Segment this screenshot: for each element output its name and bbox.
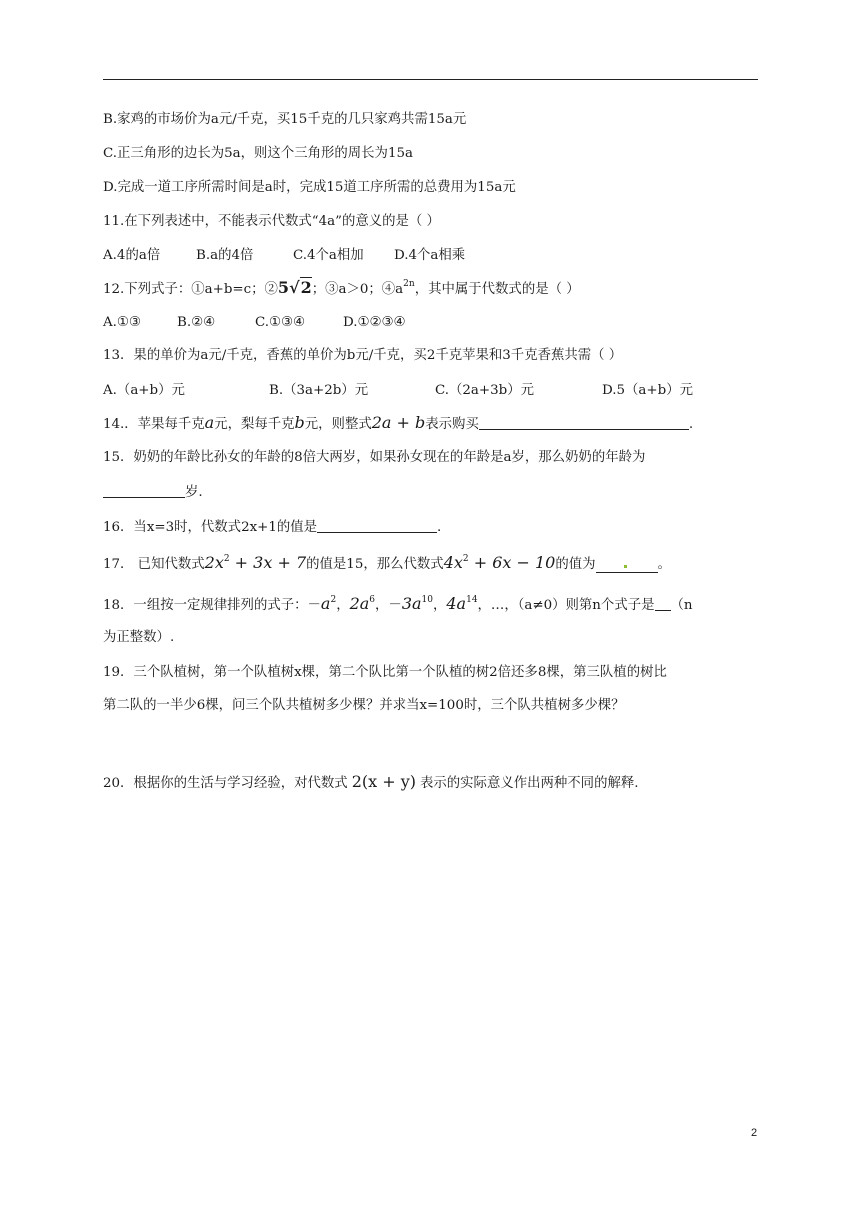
q11-option-c: C.4个a相加 [293,248,364,263]
q18-text-3: （n [670,598,693,613]
q12-option-d: D.①②③④ [343,315,406,330]
q14-text-4: 表示购买 [425,417,479,432]
q16-answer-blank[interactable] [317,518,437,533]
question-11: 11.在下列表述中，不能表示代数式“4a”的意义的是（ ） [103,214,440,229]
option-b-line: B.家鸡的市场价为a元/千克，买15千克的几只家鸡共需15a元 [103,112,467,127]
q18-text-1: 18．一组按一定规律排列的式子：－ [103,598,321,613]
q18-term-2-exponent: 6 [369,595,376,605]
q15-answer-blank[interactable] [103,483,185,498]
q14-text-1: 14.．苹果每千克 [103,417,205,432]
question-14 [103,414,693,434]
page-number: 2 [751,1127,758,1139]
q17-answer-blank[interactable] [596,558,658,573]
question-15-line-1: 15．奶奶的年龄比孙女的年龄的8倍大两岁，如果孙女现在的年龄是a岁，那么奶奶的年龄为 [103,450,646,465]
option-c-line: C.正三角形的边长为5a，则这个三角形的周长为15a [103,146,413,161]
q13-option-b: B.（3a+2b）元 [269,383,369,398]
q17-end: 。 [657,557,671,572]
q12-option-a: A.①③ [103,315,141,330]
blank-marker-dot [624,565,627,568]
q18-term-4: 4a [446,594,467,613]
q17-text-2: 的值是15，那么代数式 [306,557,444,572]
q18-term-3-exponent: 10 [421,595,433,605]
question-13-options [103,382,693,400]
sqrt-radicand: 2 [300,278,312,297]
q13-option-c: C.（2a+3b）元 [435,383,535,398]
q17-expr1-term: 2x [204,553,224,572]
question-18-line-1 [103,595,693,615]
q17-expr2-exponent: 2 [462,554,469,564]
q14-answer-blank[interactable] [479,415,689,430]
question-18-line-2: 为正整数）. [103,630,175,645]
q18-text-2: ，…，（a≠0）则第n个式子是 [477,598,655,613]
header-rule [103,79,758,80]
q12-option-b: B.②④ [177,315,216,330]
q11-option-d: D.4个a相乘 [394,248,466,263]
q18-term-4-exponent: 14 [466,595,478,605]
q18-sep-2: ，－ [375,598,402,613]
question-16 [103,518,441,537]
q14-end: . [688,417,694,432]
option-d-line: D.完成一道工序所需时间是a时，完成15道工序所需的总费用为15a元 [103,180,516,195]
q18-term-1-exponent: 2 [330,595,337,605]
question-13: 13．果的单价为a元/千克，香蕉的单价为b元/千克，买2千克苹果和3千克香蕉共需（ ） [103,348,623,363]
q17-expr2-term: 4x [443,553,463,572]
q12-text-start: 12.下列式子：①a+b=c；② [103,282,278,297]
q13-option-d: D.5（a+b）元 [602,383,693,398]
q14-text-3: 元，则整式 [304,417,372,432]
q20-expression [352,772,416,791]
q14-var-b: b [294,413,305,432]
q17-text-3: 的值为 [555,557,596,572]
question-12 [103,279,580,299]
q12-text-end: ，其中属于代数式的是（ ） [414,282,580,297]
q18-answer-blank[interactable] [655,596,671,611]
q18-sep-3: ， [432,598,447,613]
q15-text-end: 岁. [185,485,203,500]
q16-text: 16．当x=3时，代数式2x+1的值是 [103,520,318,535]
q12-text-mid: ；③a＞0；④a [311,282,404,297]
question-11-options [103,247,465,265]
q16-end: . [437,520,442,535]
q17-text-1: 17． 已知代数式 [103,557,205,572]
sqrt-expression: 5√2 [277,278,312,297]
question-20 [103,773,639,793]
q13-option-a: A.（a+b）元 [103,383,185,398]
q20-expression-text: 2(x + y) [351,772,416,791]
q12-option-c: C.①③④ [255,315,306,330]
q14-var-a: a [204,413,215,432]
q18-term-1: a [320,594,331,613]
q12-exponent: 2n [403,279,415,289]
q18-sep-1: ， [336,598,350,613]
q20-text-2: 表示的实际意义作出两种不同的解释. [420,776,639,791]
q17-expr1-exponent: 2 [223,554,230,564]
question-12-options [103,314,406,332]
q20-text-1: 20．根据你的生活与学习经验，对代数式 [103,776,348,791]
q18-term-2: 2a [349,594,370,613]
q11-option-a: A.4的a倍 [103,248,161,263]
q14-expression: 2a + b [371,413,426,432]
q17-expr1-rest: + 3x + 7 [229,553,307,572]
sqrt-coefficient: 5 [277,278,290,297]
q17-expr2-rest: + 6x − 10 [468,553,556,572]
question-15-line-2 [103,483,203,502]
q14-text-2: 元，梨每千克 [214,417,295,432]
question-17 [103,554,671,574]
q18-term-3: 3a [401,594,422,613]
question-19-line-2: 第二队的一半少6棵，问三个队共植树多少棵？并求当x=100时，三个队共植树多少棵？ [103,698,625,713]
q11-option-b: B.a的4倍 [196,248,254,263]
question-19-line-1: 19．三个队植树，第一个队植树x棵，第二个队比第一个队植的树2倍还多8棵，第三队植的树比 [103,665,667,680]
